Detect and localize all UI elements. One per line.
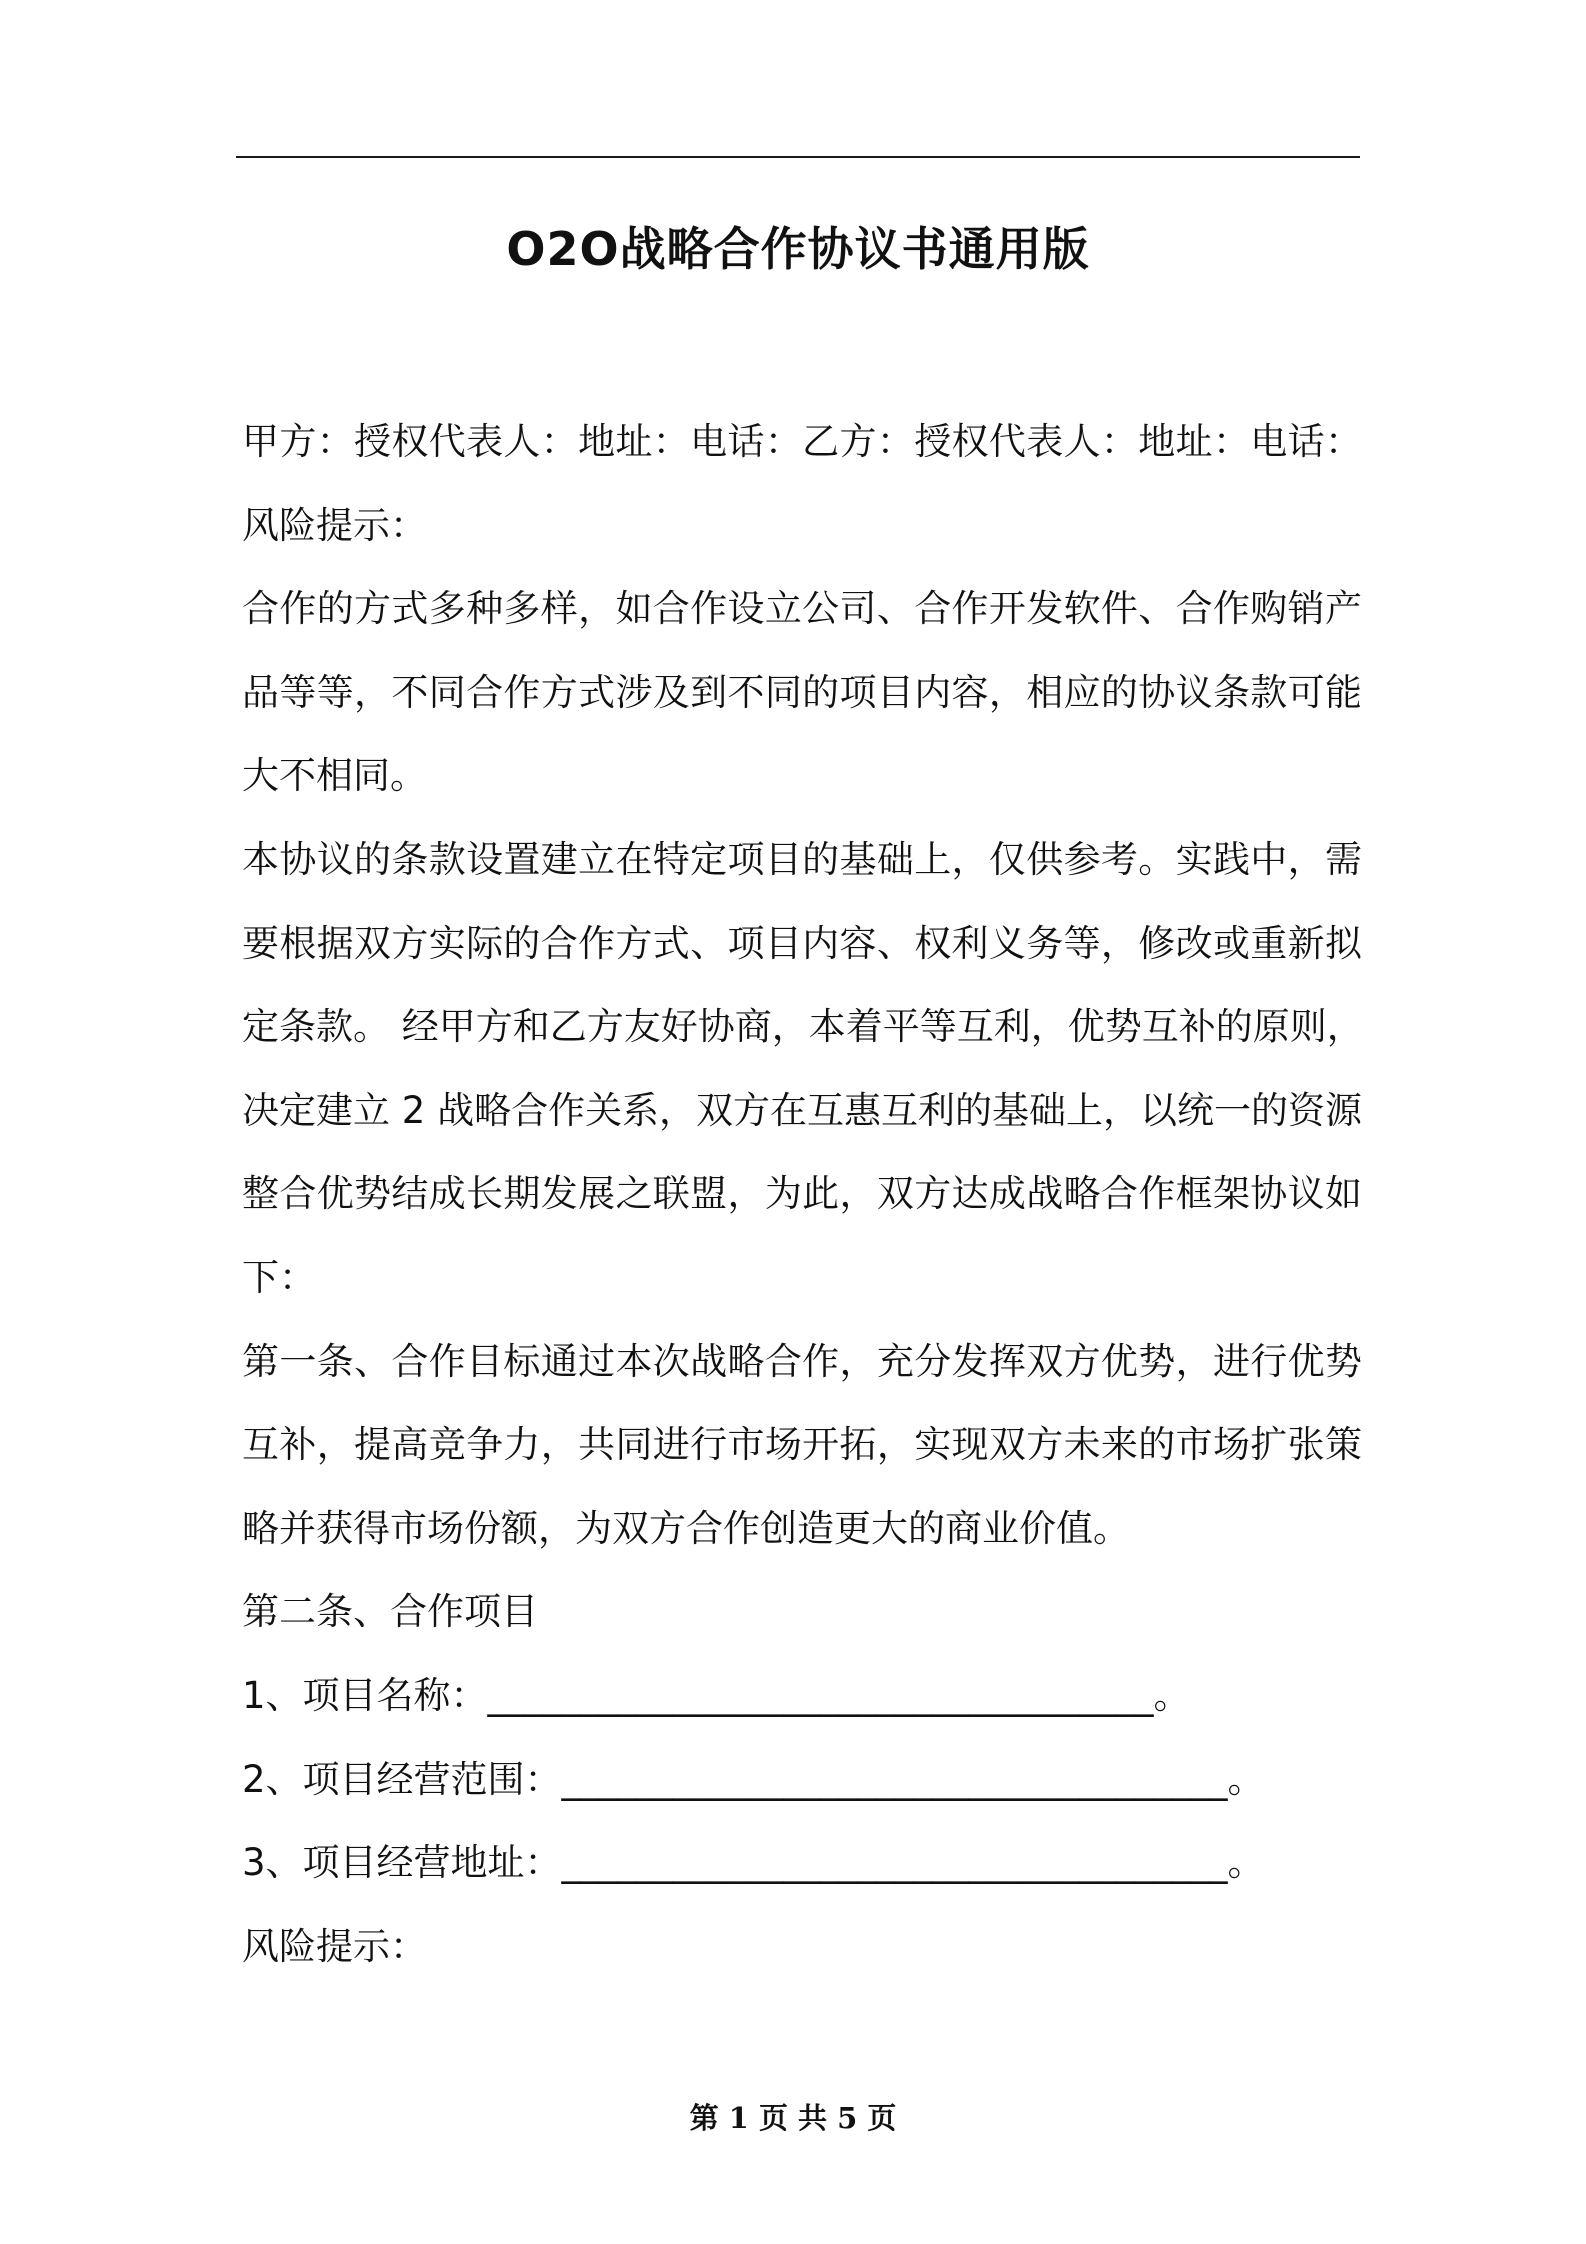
paragraph-line: 下：	[242, 1255, 316, 1299]
project-address-field: 3、项目经营地址：____________________________________。	[242, 1841, 1265, 1885]
paragraph-line: 合作的方式多种多样，如合作设立公司、合作开发软件、合作购销产	[242, 587, 1362, 631]
document-body	[242, 400, 1362, 1988]
risk-notice-heading: 风险提示：	[242, 1924, 427, 1968]
document-title: O2O战略合作协议书通用版	[506, 222, 1090, 276]
paragraph-line: 决定建立 2 战略合作关系，双方在互惠互利的基础上，以统一的资源	[242, 1088, 1363, 1132]
paragraph-line: 整合优势结成长期发展之联盟，为此，双方达成战略合作框架协议如	[242, 1172, 1362, 1216]
paragraph-line: 品等等，不同合作方式涉及到不同的项目内容，相应的协议条款可能	[242, 670, 1362, 714]
paragraph-line: 定条款。 经甲方和乙方友好协商，本着平等互利，优势互补的原则，	[242, 1005, 1364, 1049]
header-divider	[236, 156, 1360, 158]
paragraph-line: 大不相同。	[242, 754, 427, 798]
paragraph-line: 本协议的条款设置建立在特定项目的基础上，仅供参考。实践中，需	[242, 837, 1362, 881]
risk-notice-heading: 风险提示：	[242, 503, 427, 547]
party-info-line: 甲方：授权代表人：地址：电话：乙方：授权代表人：地址：电话：	[242, 420, 1362, 463]
paragraph-line: 要根据双方实际的合作方式、项目内容、权利义务等，修改或重新拟	[242, 921, 1362, 965]
project-scope-field: 2、项目经营范围：____________________________________。	[242, 1757, 1265, 1801]
article-one-line: 略并获得市场份额，为双方合作创造更大的商业价值。	[242, 1506, 1130, 1550]
page-number-footer: 第 1 页 共 5 页	[689, 2101, 897, 2135]
article-two-heading: 第二条、合作项目	[242, 1590, 538, 1634]
article-one-line: 第一条、合作目标通过本次战略合作，充分发挥双方优势，进行优势	[242, 1339, 1362, 1383]
project-name-field: 1、项目名称：____________________________________。	[242, 1673, 1191, 1717]
article-one-line: 互补，提高竞争力，共同进行市场开拓，实现双方未来的市场扩张策	[242, 1423, 1362, 1467]
